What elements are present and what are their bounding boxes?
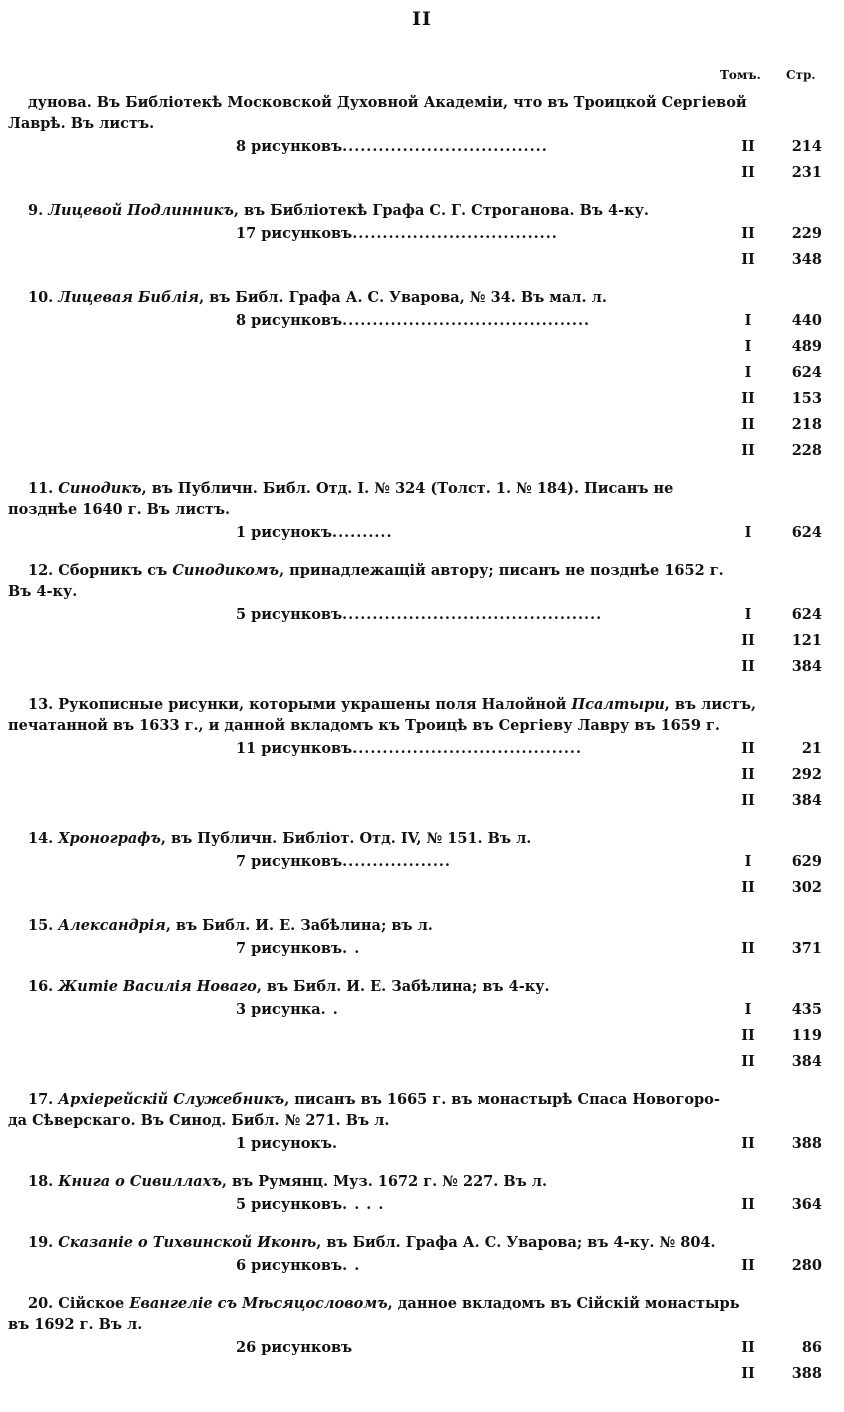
illustration-count-text: 1 рисунокъ	[236, 524, 333, 541]
volume-number: I	[744, 338, 752, 355]
leader-dots: ..........	[332, 524, 393, 541]
page-reference: 384	[791, 792, 822, 809]
reference-row	[8, 628, 838, 654]
page-reference: 228	[791, 442, 822, 459]
reference-row	[8, 1049, 838, 1075]
volume-number: II	[741, 1339, 755, 1356]
leader-dots: ......................................	[352, 740, 583, 757]
illustration-count-text: 11 рисунковъ	[236, 740, 353, 757]
reference-row	[8, 788, 838, 814]
reference-row	[8, 134, 838, 160]
illustration-count	[236, 520, 393, 546]
entry-text: , въ Библіотекѣ Графа С. Г. Строганова. Въ 4-ку.	[233, 202, 649, 219]
page-reference: 371	[791, 940, 822, 957]
manuscript-entry	[8, 1089, 838, 1157]
reference-row	[8, 997, 838, 1023]
entry-title-line	[8, 287, 750, 308]
illustration-count	[236, 1253, 360, 1279]
reference-row	[8, 1361, 838, 1387]
leader-dots: ..................................	[342, 138, 548, 155]
entry-text: 12. Сборникъ съ	[28, 562, 173, 579]
entry-text: , писанъ въ 1665 г. въ монастырѣ Спаса Новогоро-	[284, 1091, 720, 1108]
entry-text: 14.	[28, 830, 59, 847]
page-reference: 229	[791, 225, 822, 242]
illustration-count-text: 7 рисунковъ	[236, 940, 343, 957]
manuscript-title: Сказаніе о Тихвинской Иконѣ	[58, 1234, 317, 1251]
reference-row	[8, 936, 838, 962]
reference-row	[8, 1131, 838, 1157]
reference-row	[8, 360, 838, 386]
manuscript-entry	[8, 1293, 838, 1387]
volume-number: II	[741, 416, 755, 433]
page-reference: 440	[791, 312, 822, 329]
reference-row	[8, 386, 838, 412]
page-reference: 348	[791, 251, 822, 268]
entry-text: , въ Румянц. Муз. 1672 г. № 227. Въ л.	[221, 1173, 548, 1190]
volume-number: II	[741, 1257, 755, 1274]
reference-row	[8, 654, 838, 680]
entry-text: 10.	[28, 289, 59, 306]
page-reference: 86	[801, 1339, 822, 1356]
entry-text: въ 1692 г. Въ л.	[8, 1316, 143, 1333]
entry-text: печатанной въ 1633 г., и данной вкладомъ къ Троицѣ въ Сергіеву Лавру въ 1659 г.	[8, 717, 720, 734]
page-reference: 280	[791, 1257, 822, 1274]
reference-row	[8, 602, 838, 628]
illustration-count	[236, 1131, 337, 1157]
manuscript-title: Синодикомъ	[172, 562, 280, 579]
entry-title-line	[8, 1314, 730, 1335]
page-reference: 624	[791, 364, 822, 381]
manuscript-entry	[8, 287, 838, 464]
entry-text: , въ листъ,	[664, 696, 757, 713]
page-reference: 384	[791, 1053, 822, 1070]
manuscript-title: Архіерейскій Служебникъ	[58, 1091, 285, 1108]
entry-text: , принадлежащій автору; писанъ не позднѣе 1652 г.	[279, 562, 724, 579]
manuscript-entry	[8, 560, 838, 680]
entry-title-line	[8, 581, 730, 602]
volume-number: II	[741, 632, 755, 649]
entry-title-line	[8, 113, 730, 134]
volume-number: II	[741, 658, 755, 675]
volume-number: II	[741, 1027, 755, 1044]
manuscript-entry	[8, 976, 838, 1075]
illustration-count-text: 6 рисунковъ	[236, 1257, 343, 1274]
illustration-count-text: 8 рисунковъ	[236, 312, 343, 329]
manuscript-entry	[8, 92, 838, 186]
page-reference: 231	[791, 164, 822, 181]
illustration-count	[236, 221, 558, 247]
manuscript-entry	[8, 1171, 838, 1218]
entry-text: дунова. Въ Библіотекѣ Московской Духовной Академіи, что въ Троицкой Сергіевой	[28, 94, 747, 111]
manuscript-entry	[8, 828, 838, 901]
entry-title-line	[8, 1110, 730, 1131]
volume-number: II	[741, 390, 755, 407]
entry-title-line	[8, 1171, 750, 1192]
volume-number: I	[744, 853, 752, 870]
leader-dots: .........................................	[342, 312, 591, 329]
volume-number: II	[741, 879, 755, 896]
reference-row	[8, 736, 838, 762]
volume-number: II	[741, 225, 755, 242]
page-reference: 302	[791, 879, 822, 896]
column-header-volume: Томъ.	[720, 68, 761, 82]
leader-dots: . .	[342, 1257, 361, 1274]
page-reference: 121	[791, 632, 822, 649]
volume-number: II	[741, 164, 755, 181]
reference-row	[8, 247, 838, 273]
entry-title-line	[8, 1293, 750, 1314]
entry-title-line	[8, 200, 750, 221]
illustration-count-text: 7 рисунковъ	[236, 853, 343, 870]
page-reference: 119	[791, 1027, 822, 1044]
reference-row	[8, 1192, 838, 1218]
leader-dots: . .	[342, 940, 361, 957]
entry-title-line	[8, 92, 750, 113]
illustration-count	[236, 1192, 384, 1218]
entry-text: , въ Публичн. Библіот. Отд. IV, № 151. Въ л.	[160, 830, 532, 847]
volume-number: II	[741, 442, 755, 459]
volume-number: II	[741, 1135, 755, 1152]
reference-row	[8, 308, 838, 334]
manuscript-title: Хронографъ	[58, 830, 161, 847]
illustration-count-text: 8 рисунковъ	[236, 138, 343, 155]
page-reference: 384	[791, 658, 822, 675]
volume-number: II	[741, 1196, 755, 1213]
entry-text: да Сѣверскаго. Въ Синод. Библ. № 271. Въ л.	[8, 1112, 390, 1129]
illustration-count-text: 26 рисунковъ	[236, 1339, 353, 1356]
volume-number: I	[744, 312, 752, 329]
volume-number: II	[741, 1365, 755, 1382]
entry-title-line	[8, 915, 750, 936]
entry-text: 19.	[28, 1234, 59, 1251]
entry-text: , данное вкладомъ въ Сійскій монастырь	[387, 1295, 740, 1312]
volume-number: II	[741, 1053, 755, 1070]
illustration-count	[236, 1335, 352, 1361]
entry-text: 18.	[28, 1173, 59, 1190]
page-reference: 624	[791, 606, 822, 623]
leader-dots: . . . .	[342, 1196, 385, 1213]
entry-text: , въ Библ. Графа А. С. Уварова, № 34. Въ мал. л.	[199, 289, 607, 306]
page-reference: 388	[791, 1365, 822, 1382]
page-reference: 21	[801, 740, 822, 757]
volume-number: I	[744, 364, 752, 381]
entry-text: , въ Публичн. Библ. Отд. I. № 324 (Толст. 1. № 184). Писанъ не	[141, 480, 674, 497]
reference-row	[8, 221, 838, 247]
page-reference: 435	[791, 1001, 822, 1018]
entry-title-line	[8, 1089, 750, 1110]
volume-number: I	[744, 1001, 752, 1018]
volume-number: II	[741, 766, 755, 783]
reference-row	[8, 160, 838, 186]
illustration-count	[236, 736, 582, 762]
page-reference: 218	[791, 416, 822, 433]
manuscript-entry	[8, 478, 838, 546]
reference-row	[8, 520, 838, 546]
entry-text: Лаврѣ. Въ листъ.	[8, 115, 155, 132]
manuscript-title: Житіе Василія Новаго	[58, 978, 257, 995]
page-reference: 153	[791, 390, 822, 407]
illustration-count	[236, 308, 590, 334]
volume-number: II	[741, 792, 755, 809]
entry-title-line	[8, 828, 750, 849]
entry-title-line	[8, 976, 750, 997]
illustration-count-text: 5 рисунковъ	[236, 606, 343, 623]
illustration-count-text: 3 рисунка	[236, 1001, 321, 1018]
entry-title-line	[8, 560, 750, 581]
volume-number: II	[741, 940, 755, 957]
leader-dots: ...........................................	[342, 606, 603, 623]
manuscript-entry	[8, 915, 838, 962]
manuscript-title: Лицевая Библія	[58, 289, 200, 306]
manuscript-title: Псалтыри	[571, 696, 665, 713]
page-reference: 489	[791, 338, 822, 355]
illustration-count-text: 1 рисунокъ.	[236, 1135, 338, 1152]
leader-dots: . .	[320, 1001, 339, 1018]
column-header-page: Стр.	[786, 68, 816, 82]
manuscript-entry	[8, 1232, 838, 1279]
entry-text: 9.	[28, 202, 49, 219]
illustration-count	[236, 997, 339, 1023]
manuscript-entry	[8, 200, 838, 273]
illustration-count	[236, 936, 360, 962]
reference-row	[8, 334, 838, 360]
entry-text: Въ 4-ку.	[8, 583, 78, 600]
leader-dots: ..................	[342, 853, 451, 870]
manuscript-entry	[8, 694, 838, 814]
entry-text: 20. Сійское	[28, 1295, 130, 1312]
volume-number: II	[741, 740, 755, 757]
entry-text: позднѣе 1640 г. Въ листъ.	[8, 501, 231, 518]
manuscript-title: Александрія	[58, 917, 166, 934]
reference-row	[8, 438, 838, 464]
volume-number: II	[741, 251, 755, 268]
entry-text: 15.	[28, 917, 59, 934]
catalogue-entries	[8, 92, 838, 1401]
reference-row	[8, 1335, 838, 1361]
reference-row	[8, 1253, 838, 1279]
page-reference: 624	[791, 524, 822, 541]
reference-row	[8, 1023, 838, 1049]
entry-title-line	[8, 1232, 750, 1253]
volume-number: I	[744, 524, 752, 541]
page-reference: 364	[791, 1196, 822, 1213]
entry-text: , въ Библ. Графа А. С. Уварова; въ 4-ку. № 804.	[316, 1234, 716, 1251]
illustration-count-text: 17 рисунковъ	[236, 225, 353, 242]
entry-title-line	[8, 478, 750, 499]
reference-row	[8, 875, 838, 901]
page-number: II	[412, 8, 432, 30]
illustration-count	[236, 602, 602, 628]
manuscript-title: Книга о Сивиллахъ	[58, 1173, 222, 1190]
page-reference: 214	[791, 138, 822, 155]
entry-text: 17.	[28, 1091, 59, 1108]
page-reference: 388	[791, 1135, 822, 1152]
page-reference: 629	[791, 853, 822, 870]
entry-title-line	[8, 694, 757, 715]
volume-number: II	[741, 138, 755, 155]
illustration-count	[236, 849, 451, 875]
entry-text: 13. Рукописные рисунки, которыми украшены поля Налойной	[28, 696, 572, 713]
entry-title-line	[8, 715, 730, 736]
manuscript-title: Лицевой Подлинникъ	[48, 202, 234, 219]
manuscript-title: Синодикъ	[58, 480, 142, 497]
reference-row	[8, 849, 838, 875]
entry-text: 16.	[28, 978, 59, 995]
entry-title-line	[8, 499, 730, 520]
reference-row	[8, 412, 838, 438]
reference-row	[8, 762, 838, 788]
entry-text: , въ Библ. И. Е. Забѣлина; въ 4-ку.	[256, 978, 550, 995]
page-reference: 292	[791, 766, 822, 783]
illustration-count-text: 5 рисунковъ	[236, 1196, 343, 1213]
manuscript-title: Евангеліе съ Мѣсяцословомъ	[129, 1295, 388, 1312]
volume-number: I	[744, 606, 752, 623]
entry-text: , въ Библ. И. Е. Забѣлина; въ л.	[165, 917, 433, 934]
illustration-count	[236, 134, 548, 160]
entry-text: 11.	[28, 480, 59, 497]
leader-dots: ..................................	[352, 225, 558, 242]
